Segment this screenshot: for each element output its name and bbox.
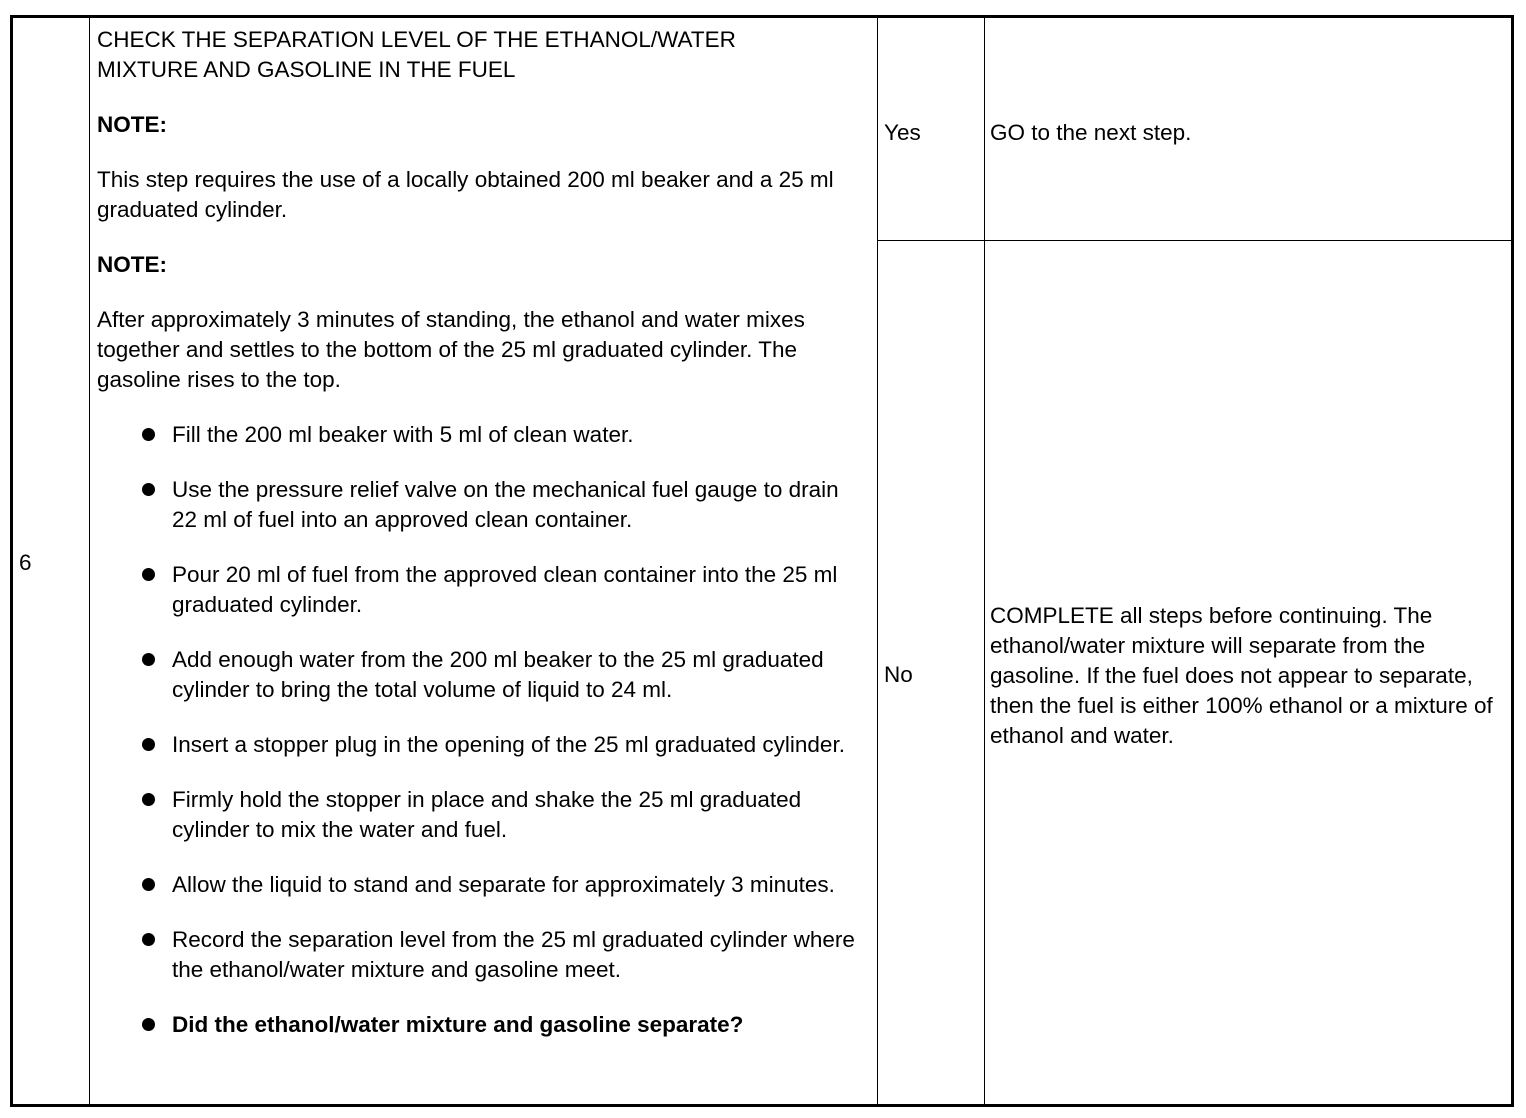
list-item (97, 925, 867, 985)
list-spacer (97, 985, 867, 1010)
yes-result-label: Yes (884, 120, 921, 145)
column-divider-1 (89, 18, 90, 1104)
row-divider-yes-no (877, 240, 1511, 241)
bullet-dot-icon (142, 878, 155, 891)
list-item (97, 730, 867, 760)
list-spacer (97, 900, 867, 925)
bullet-text: Insert a stopper plug in the opening of the 25 ml graduated cylinder. (172, 732, 845, 757)
list-spacer (97, 705, 867, 730)
list-item (97, 560, 867, 620)
bullet-dot-icon (142, 483, 155, 496)
bullet-text: Fill the 200 ml beaker with 5 ml of clean water. (172, 422, 634, 447)
bullet-text: Add enough water from the 200 ml beaker to the 25 ml graduated cylinder to bring the total volume of liquid to 24 ml. (172, 647, 824, 702)
bullet-dot-icon (142, 428, 155, 441)
step-title-line-1: CHECK THE SEPARATION LEVEL OF THE ETHANOL/WATER (97, 27, 736, 52)
list-spacer (97, 620, 867, 645)
bullet-dot-icon (142, 568, 155, 581)
bullet-text: Allow the liquid to stand and separate for approximately 3 minutes. (172, 872, 835, 897)
bullet-text: Use the pressure relief valve on the mechanical fuel gauge to drain 22 ml of fuel into an approved clean container. (172, 477, 839, 532)
column-divider-2 (877, 18, 878, 1104)
procedure-bullet-list (97, 420, 867, 1040)
bullet-text: Record the separation level from the 25 ml graduated cylinder where the ethanol/water mixture and gasoline meet. (172, 927, 855, 982)
list-item (97, 645, 867, 705)
list-item (97, 870, 867, 900)
note-text-2: After approximately 3 minutes of standing, the ethanol and water mixes together and settles to the bottom of the 25 ml graduated cylinder. The gasoline rises to the top. (97, 307, 805, 392)
note-text-1: This step requires the use of a locally obtained 200 ml beaker and a 25 ml graduated cylinder. (97, 167, 834, 222)
bullet-text: Pour 20 ml of fuel from the approved clean container into the 25 ml graduated cylinder. (172, 562, 838, 617)
list-spacer (97, 535, 867, 560)
no-result-label: No (884, 662, 913, 687)
question-item (97, 1010, 867, 1040)
step-number: 6 (19, 550, 32, 575)
bullet-dot-icon (142, 1018, 155, 1031)
note-heading-1: NOTE: (97, 112, 167, 137)
bullet-text: Firmly hold the stopper in place and shake the 25 ml graduated cylinder to mix the water and fuel. (172, 787, 802, 842)
diagnostic-step-table (10, 15, 1514, 1107)
bullet-dot-icon (142, 653, 155, 666)
no-action-text: COMPLETE all steps before continuing. The ethanol/water mixture will separate from the gasoline. If the fuel does not appear to separate, then the fuel is either 100% ethanol or a mixture of ethanol and water. (990, 603, 1493, 748)
list-spacer (97, 760, 867, 785)
note-heading-2: NOTE: (97, 252, 167, 277)
list-item (97, 475, 867, 535)
yes-action-text: GO to the next step. (990, 120, 1192, 145)
list-spacer (97, 450, 867, 475)
procedure-cell (97, 25, 867, 1040)
list-item (97, 785, 867, 845)
list-item (97, 420, 867, 450)
bullet-dot-icon (142, 793, 155, 806)
step-title-line-2: MIXTURE AND GASOLINE IN THE FUEL (97, 57, 516, 82)
list-spacer (97, 845, 867, 870)
column-divider-3 (984, 18, 985, 1104)
question-text: Did the ethanol/water mixture and gasoline separate? (172, 1012, 744, 1037)
bullet-dot-icon (142, 738, 155, 751)
bullet-dot-icon (142, 933, 155, 946)
